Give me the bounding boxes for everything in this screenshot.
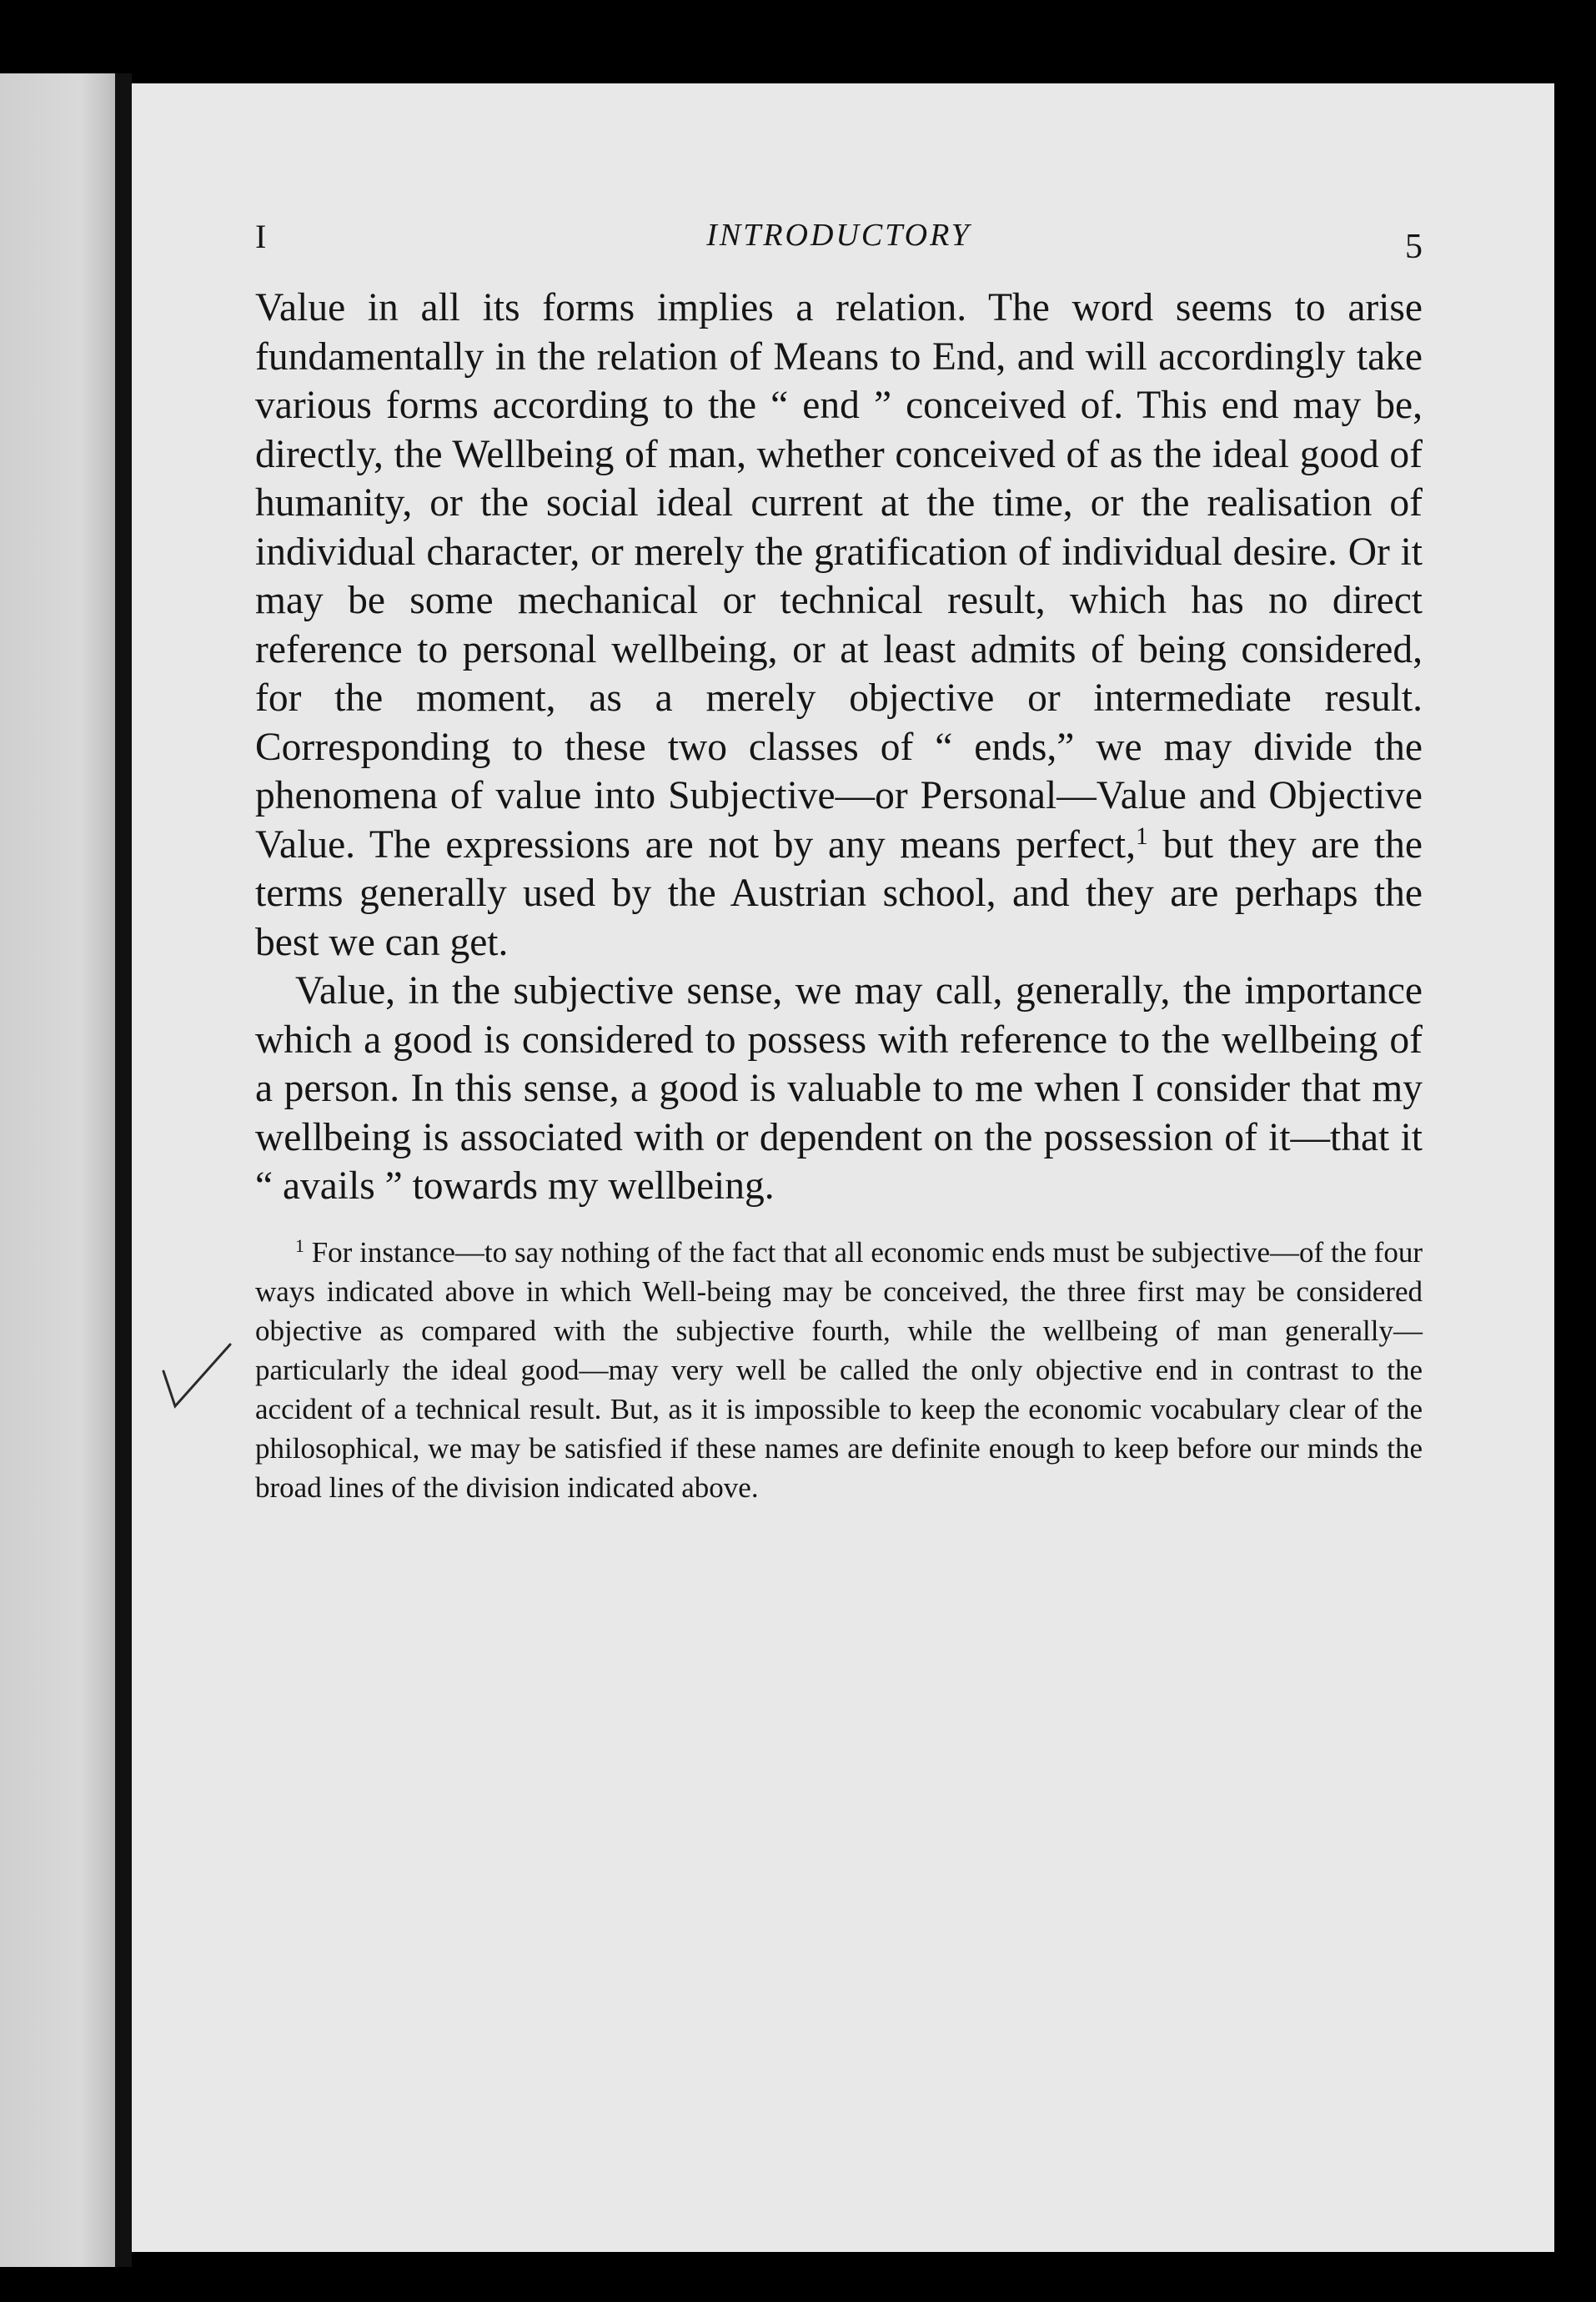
- paragraph-1-text: Value in all its forms implies a relation. The word seems to arise fundamentally in the relation of Means to End, and will accordingly take various forms according to the “ end ” conceived of. This end may be, directly, the Wellbeing of man, whether conceived of as the ideal good of humanity, or the social ideal current at the time, or the realisation of individual character, or merely the gratification of individual desire. Or it may be some mechanical or technical result, which has no direct reference to personal wellbeing, or at least admits of being considered, for the moment, as a merely objective or intermediate result. Corresponding to these two classes of “ ends,” we may divide the phenomena of value into Subjective—or Personal—Value and Objective Value. The expressions are not by any means perfect,: [255, 286, 1423, 867]
- footnote-marker: 1: [295, 1235, 304, 1256]
- page-header: [255, 217, 1423, 284]
- body-text: [255, 284, 1423, 1211]
- running-title: INTRODUCTORY: [706, 218, 971, 253]
- footnote-text: For instance—to say nothing of the fact that all economic ends must be subjective—of the four ways indicated above in which Well-being may be conceived, the three first may be considered objective as compared with the subjective fourth, while the wellbeing of man generally—particularly the ideal good—may very well be called the only objective end in contrast to the accident of a technical result. But, as it is impossible to keep the economic vocabulary clear of the philosophical, we may be satisfied if these names are definite enough to keep before our minds the broad lines of the division indicated above.: [255, 1235, 1423, 1504]
- paragraph-1-continuation: but they are the terms generally used by the Austrian school, and they are perhaps the best we can get.: [255, 822, 1423, 964]
- book-page: [132, 83, 1554, 2252]
- footnote-reference: 1: [1136, 822, 1148, 850]
- page-content: [255, 217, 1423, 1507]
- footnote: [255, 1233, 1423, 1507]
- book-spine: [115, 73, 132, 2267]
- paragraph-2: Value, in the subjective sense, we may call, generally, the importance which a good is considered to possess with reference to the wellbeing of a person. In this sense, a good is valuable to me when I consider that my wellbeing is associated with or dependent on the possession of it—that it “ avails ” towards my wellbeing.: [255, 969, 1423, 1208]
- chapter-number: I: [255, 218, 267, 255]
- page-number: 5: [1405, 228, 1423, 266]
- paragraph-1: [255, 284, 1423, 967]
- left-page-edge: [0, 73, 115, 2267]
- pencil-check-mark-icon: [157, 1339, 237, 1415]
